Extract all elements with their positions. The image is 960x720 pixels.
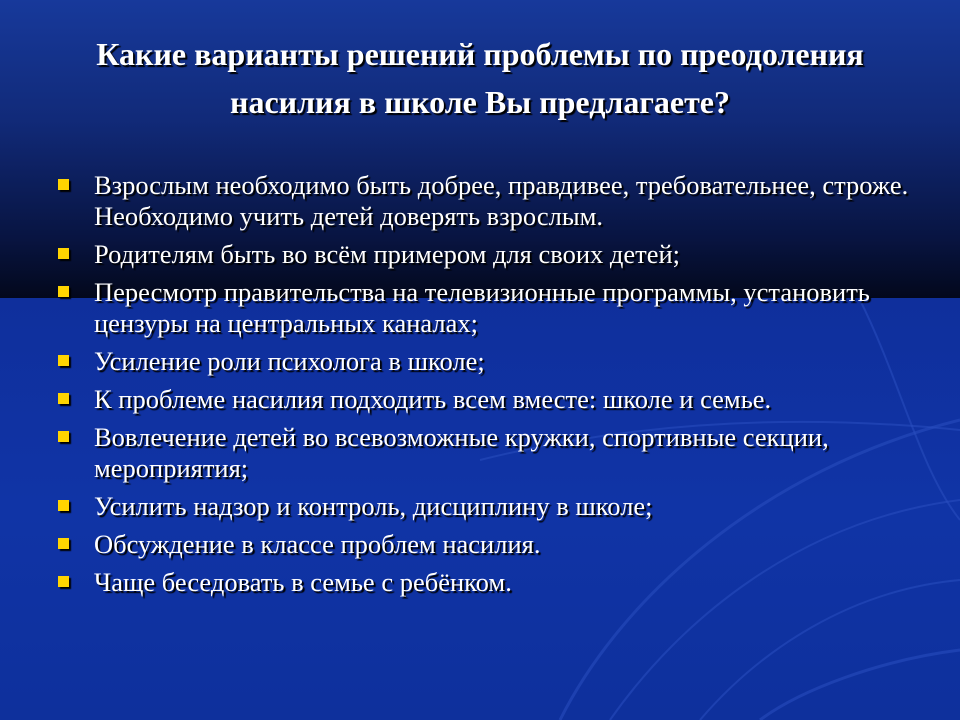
list-item (56, 170, 916, 232)
list-item-text: Обсуждение в классе проблем насилия. (94, 529, 541, 559)
square-bullet-icon (58, 576, 69, 587)
list-item (56, 567, 916, 598)
square-bullet-icon (58, 538, 69, 549)
list-item-text: Усилить надзор и контроль, дисциплину в школе; (94, 491, 653, 521)
square-bullet-icon (58, 431, 69, 442)
square-bullet-icon (58, 179, 69, 190)
slide-title: Какие варианты решений проблемы по преодоления насилия в школе Вы предлагаете? (96, 36, 864, 120)
list-item (56, 277, 916, 339)
bullet-list (56, 170, 916, 605)
list-item (56, 529, 916, 560)
list-item (56, 239, 916, 270)
list-item-text: Пересмотр правительства на телевизионные программы, установить цензуры на центральных каналах; (94, 277, 870, 338)
square-bullet-icon (58, 286, 69, 297)
square-bullet-icon (58, 393, 69, 404)
list-item (56, 422, 916, 484)
list-item (56, 491, 916, 522)
square-bullet-icon (58, 500, 69, 511)
list-item-text: Вовлечение детей во всевозможные кружки, спортивные секции, мероприятия; (94, 422, 829, 483)
square-bullet-icon (58, 248, 69, 259)
list-item-text: Взрослым необходимо быть добрее, правдивее, требовательнее, строже. Необходимо учить детей доверять взрослым. (94, 170, 909, 231)
list-item (56, 384, 916, 415)
list-item-text: Родителям быть во всём примером для своих детей; (94, 239, 681, 269)
list-item (56, 346, 916, 377)
list-item-text: К проблеме насилия подходить всем вместе: школе и семье. (94, 384, 772, 414)
list-item-text: Усиление роли психолога в школе; (94, 346, 485, 376)
square-bullet-icon (58, 355, 69, 366)
list-item-text: Чаще беседовать в семье с ребёнком. (94, 567, 512, 597)
